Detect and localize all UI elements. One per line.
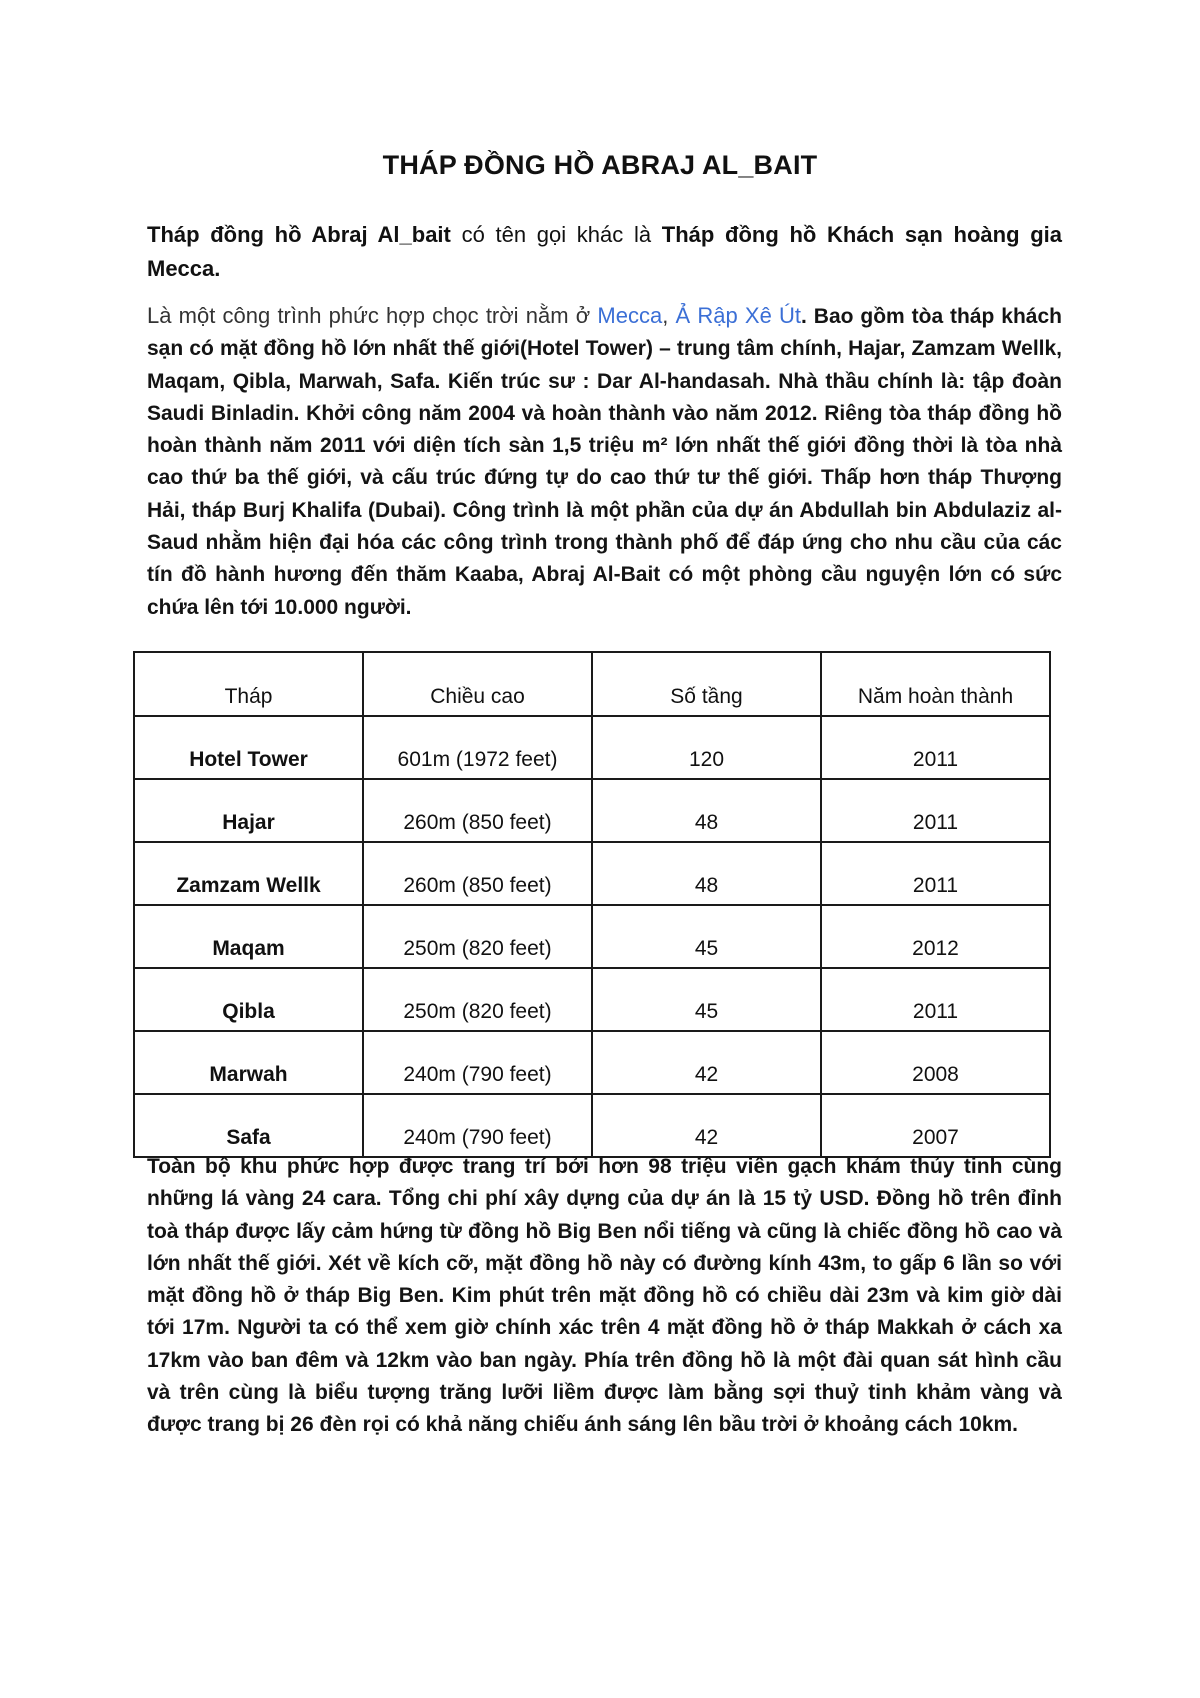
header-floors: Số tầng	[592, 652, 821, 716]
cell-floors: 42	[592, 1094, 821, 1157]
cell-year: 2011	[821, 842, 1050, 905]
intro-period: .	[214, 256, 221, 281]
table-row	[134, 1094, 1050, 1157]
table-row	[134, 905, 1050, 968]
table-row	[134, 779, 1050, 842]
cell-floors: 45	[592, 905, 821, 968]
cell-tower-name: Hajar	[134, 779, 363, 842]
intro-subject: Tháp đồng hồ Abraj Al_bait	[147, 222, 462, 247]
table-header-row	[134, 652, 1050, 716]
cell-floors: 42	[592, 1031, 821, 1094]
table-row	[134, 842, 1050, 905]
cell-tower-name: Maqam	[134, 905, 363, 968]
cell-height: 240m (790 feet)	[363, 1031, 592, 1094]
header-year: Năm hoàn thành	[821, 652, 1050, 716]
cell-year: 2011	[821, 716, 1050, 779]
description-paragraph	[147, 300, 1062, 624]
table-row	[134, 968, 1050, 1031]
cell-tower-name: Hotel Tower	[134, 716, 363, 779]
cell-tower-name: Marwah	[134, 1031, 363, 1094]
cell-height: 250m (820 feet)	[363, 905, 592, 968]
saudi-arabia-link[interactable]: Ả Rập Xê Út	[675, 303, 802, 328]
intro-alt-name: Tháp đồng hồ Khách sạn hoàng gia Mecca	[147, 222, 1062, 281]
description-separator: ,	[662, 303, 676, 328]
header-tower: Tháp	[134, 652, 363, 716]
cell-year: 2011	[821, 779, 1050, 842]
cell-floors: 48	[592, 842, 821, 905]
cell-floors: 48	[592, 779, 821, 842]
description-body: . Bao gồm tòa tháp khách sạn có mặt đồng hồ lớn nhất thế giới(Hotel Tower) – trung tâm chính, Hajar, Zamzam Wellk, Maqam, Qibla, Marwah, Safa. Kiến trúc sư : Dar Al-handasah. Nhà thầu chính là: tập đoàn Saudi Binladin. Khởi công năm 2004 và hoàn thành vào năm 2012. Riêng tòa tháp đồng hồ hoàn thành năm 2011 với diện tích sàn 1,5 triệu m² lớn nhất thế giới đồng thời là tòa nhà cao thứ ba thế giới, và cấu trúc đứng tự do cao thứ tư thế giới. Thấp hơn tháp Thượng Hải, tháp Burj Khalifa (Dubai). Công trình là một phần của dự án Abdullah bin Abdulaziz al-Saud nhằm hiện đại hóa các công trình trong thành phố để đáp ứng cho nhu cầu của các tín đồ hành hương đến thăm Kaaba, Abraj Al-Bait có một phòng cầu nguyện lớn có sức chứa lên tới 10.000 người.	[147, 305, 1062, 619]
cell-tower-name: Safa	[134, 1094, 363, 1157]
cell-height: 240m (790 feet)	[363, 1094, 592, 1157]
towers-table	[133, 651, 1051, 1158]
table-row	[134, 716, 1050, 779]
table-row	[134, 1031, 1050, 1094]
description-lead: Là một công trình phức hợp chọc trời nằm ở	[147, 303, 598, 328]
cell-tower-name: Qibla	[134, 968, 363, 1031]
cell-year: 2011	[821, 968, 1050, 1031]
intro-paragraph	[147, 218, 1062, 286]
intro-connector: có tên gọi khác là	[461, 222, 662, 247]
cell-height: 260m (850 feet)	[363, 842, 592, 905]
cell-height: 260m (850 feet)	[363, 779, 592, 842]
cell-year: 2007	[821, 1094, 1050, 1157]
page-title: THÁP ĐỒNG HỒ ABRAJ AL_BAIT	[382, 150, 818, 180]
cell-year: 2012	[821, 905, 1050, 968]
header-height: Chiều cao	[363, 652, 592, 716]
mecca-link[interactable]: Mecca	[597, 303, 663, 328]
details-paragraph: Toàn bộ khu phức hợp được trang trí bởi hơn 98 triệu viên gạch khảm thủy tinh cùng những lá vàng 24 cara. Tổng chi phí xây dựng của dự án là 15 tỷ USD. Đồng hồ trên đỉnh toà tháp được lấy cảm hứng từ đồng hồ Big Ben nổi tiếng và cũng là chiếc đồng hồ cao và lớn nhất thế giới. Xét về kích cỡ, mặt đồng hồ này có đường kính 43m, to gấp 6 lần so với mặt đồng hồ ở tháp Big Ben. Kim phút trên mặt đồng hồ có chiều dài 23m và kim giờ dài tới 17m. Người ta có thể xem giờ chính xác trên 4 mặt đồng hồ ở tháp Makkah ở cách xa 17km vào ban đêm và 12km vào ban ngày. Phía trên đồng hồ là một đài quan sát hình cầu và trên cùng là biểu tượng trăng lưỡi liềm được làm bằng sợi thuỷ tinh khảm vàng và được trang bị 26 đèn rọi có khả năng chiếu ánh sáng lên bầu trời ở khoảng cách 10km.	[147, 1155, 1062, 1437]
cell-height: 250m (820 feet)	[363, 968, 592, 1031]
cell-floors: 45	[592, 968, 821, 1031]
cell-tower-name: Zamzam Wellk	[134, 842, 363, 905]
cell-year: 2008	[821, 1031, 1050, 1094]
cell-height: 601m (1972 feet)	[363, 716, 592, 779]
cell-floors: 120	[592, 716, 821, 779]
